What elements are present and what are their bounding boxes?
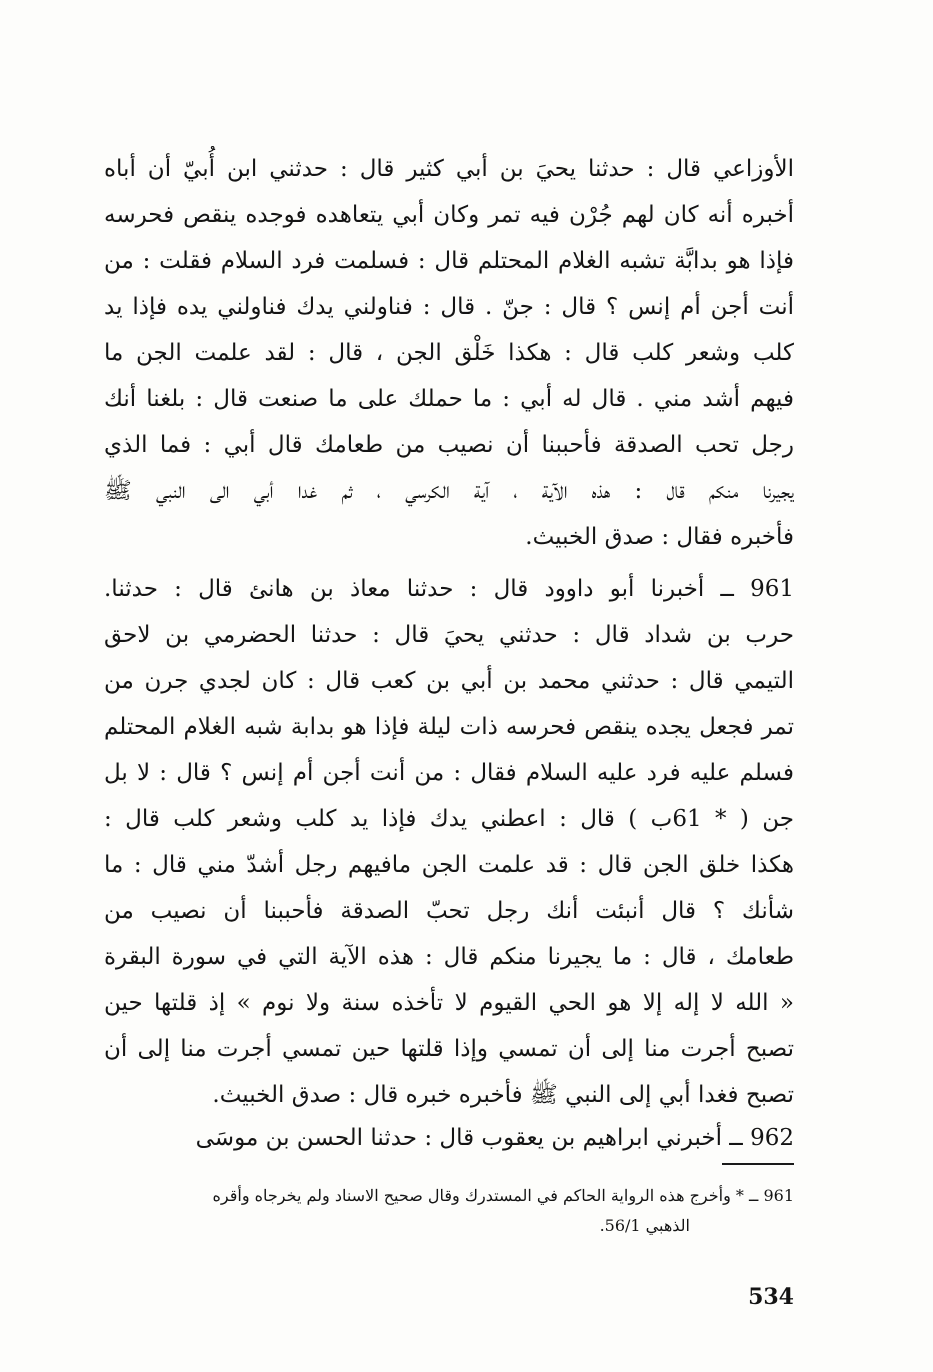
paragraph-hadith-962 bbox=[104, 1115, 794, 1161]
text-line: حرب بن شداد قال : حدثني يحيَ قال : حدثنا الحضرمي بن لاحق bbox=[104, 622, 794, 648]
text-line: هكذا خلق الجن قال : قد علمت الجن مافيهم رجل أشدّ مني قال : ما bbox=[104, 852, 794, 878]
text-line: التيمي قال : حدثني محمد بن أبي بن كعب قال : كان لجدي جرن من bbox=[104, 668, 794, 694]
paragraph-hadith-960-continuation bbox=[104, 146, 794, 560]
footnote-line: 961 ــ * وأخرج هذه الرواية الحاكم في المستدرك وقال صحيح الاسناد ولم يخرجاه وأقره bbox=[212, 1186, 794, 1205]
text-line: فإذا هو بدابَّة تشبه الغلام المحتلم قال : فسلمت فرد السلام فقلت : من bbox=[104, 248, 794, 274]
text-line: تصبح أجرت منا إلى أن تمسي وإذا قلتها حين تمسي أجرت منا إلى أن bbox=[104, 1036, 794, 1062]
text-line: يجيرنا منكم قال : هذه الآية ، آية الكرسي ، ثم غدا أبي الى النبي ﷺ bbox=[104, 478, 794, 504]
text-line: فأخبره فقال : صدق الخبيث. bbox=[525, 524, 794, 550]
text-line: أخبره أنه كان لهم جُرْن فيه تمر وكان أبي يتعاهده فوجده ينقص فحرسه bbox=[104, 202, 794, 228]
text-line: أنت أجن أم إنس ؟ قال : جنّ . قال : فناولني يدك فناولني يده فإذا يد bbox=[104, 294, 794, 320]
text-line: كلب وشعر كلب قال : هكذا خَلْق الجن ، قال : لقد علمت الجن ما bbox=[104, 340, 794, 366]
footnote-separator bbox=[722, 1163, 794, 1165]
footnote bbox=[104, 1181, 794, 1241]
text-line: الأوزاعي قال : حدثنا يحيَ بن أبي كثير قال : حدثني ابن أُبيّ أن أباه bbox=[104, 156, 794, 182]
text-line: طعامك ، قال : ما يجيرنا منكم قال : هذه الآية التي في سورة البقرة bbox=[104, 944, 794, 970]
text-line: « الله لا إله إلا هو الحي القيوم لا تأخذه سنة ولا نوم » إذ قلتها حين bbox=[104, 990, 794, 1016]
paragraph-hadith-961 bbox=[104, 566, 794, 1118]
text-line: 962 ــ أخبرني ابراهيم بن يعقوب قال : حدثنا الحسن بن موسَى bbox=[195, 1125, 794, 1151]
page-number: 534 bbox=[748, 1284, 794, 1310]
text-line: تمر فجعل يجده ينقص فحرسه ذات ليلة فإذا هو بدابة شبه الغلام المحتلم bbox=[104, 714, 794, 740]
text-line: 961 ــ أخبرنا أبو داوود قال : حدثنا معاذ بن هانئ قال : حدثنا. bbox=[104, 576, 794, 602]
text-line: جن ( * 61ب ) قال : اعطني يدك فإذا يد كلب وشعر كلب قال : bbox=[104, 806, 794, 832]
footnote-line: الذهبي 56/1. bbox=[599, 1216, 690, 1235]
text-line: تصبح فغدا أبي إلى النبي ﷺ فأخبره خبره قال : صدق الخبيث. bbox=[212, 1082, 794, 1108]
text-line: شأنك ؟ قال أنبئت أنك رجل تحبّ الصدقة فأحببنا أن نصيب من bbox=[104, 898, 794, 924]
text-line: فيهم أشد مني . قال له أبي : ما حملك على ما صنعت قال : بلغنا أنك bbox=[104, 386, 794, 412]
text-line: رجل تحب الصدقة فأحببنا أن نصيب من طعامك قال أبي : فما الذي bbox=[104, 432, 794, 458]
text-line: فسلم عليه فرد عليه السلام فقال : من أنت أجن أم إنس ؟ قال : لا بل bbox=[104, 760, 794, 786]
